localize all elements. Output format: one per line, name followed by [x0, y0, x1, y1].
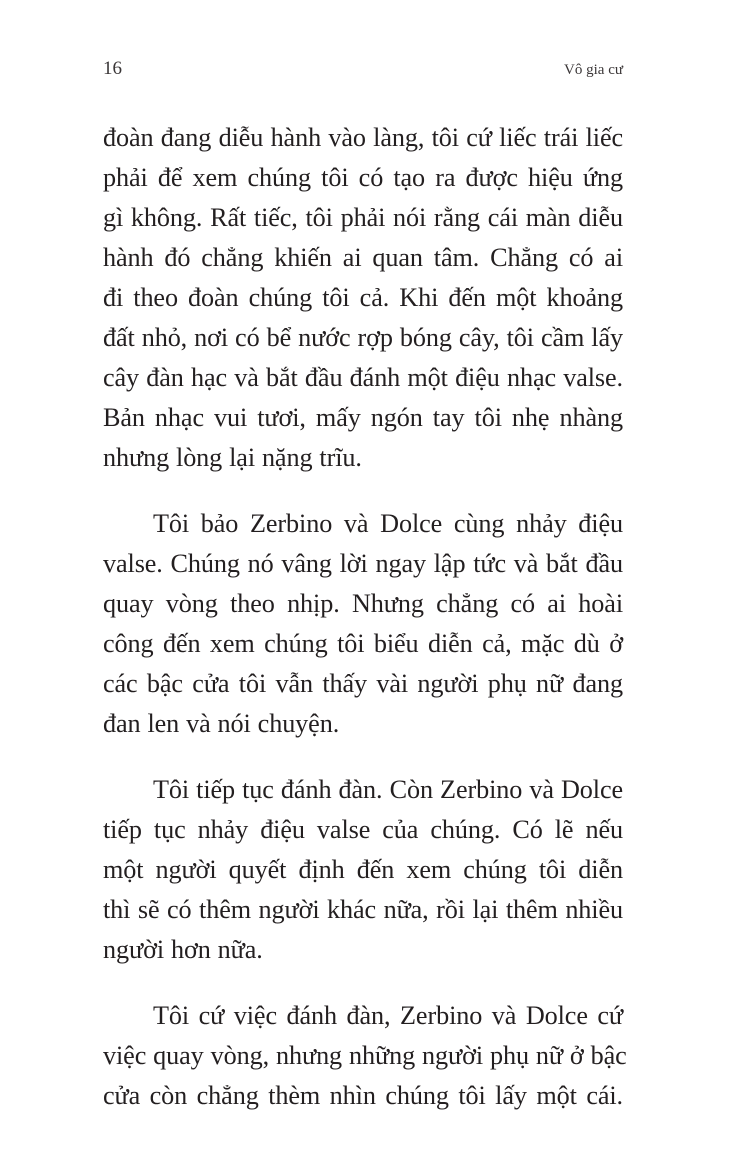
text-line: phải để xem chúng tôi có tạo ra được hiệu ứng: [103, 163, 623, 192]
text-line: tiếp tục nhảy điệu valse của chúng. Có lẽ nếu: [103, 815, 623, 844]
text-line: đoàn đang diễu hành vào làng, tôi cứ liếc trái liếc: [103, 123, 623, 152]
text-line: đi theo đoàn chúng tôi cả. Khi đến một khoảng: [103, 283, 623, 312]
text-line: đất nhỏ, nơi có bể nước rợp bóng cây, tôi cầm lấy: [103, 323, 623, 352]
text-line: cửa còn chẳng thèm nhìn chúng tôi lấy một cái.: [103, 1081, 623, 1110]
text-line: hành đó chẳng khiến ai quan tâm. Chẳng có ai: [103, 243, 623, 272]
text-line: quay vòng theo nhịp. Nhưng chẳng có ai hoài: [103, 589, 623, 618]
text-line: Tôi cứ việc đánh đàn, Zerbino và Dolce cứ: [153, 1001, 623, 1030]
page-number: 16: [103, 58, 122, 79]
paragraph-4: [103, 996, 627, 1116]
body-text: [103, 118, 627, 1142]
text-line: một người quyết định đến xem chúng tôi diễn: [103, 855, 623, 884]
paragraph-2: [103, 504, 623, 744]
text-line: valse. Chúng nó vâng lời ngay lập tức và bắt đầu: [103, 549, 623, 578]
text-line: đan len và nói chuyện.: [103, 709, 340, 738]
running-title: Vô gia cư: [564, 62, 623, 78]
text-line: nhưng lòng lại nặng trĩu.: [103, 443, 362, 472]
running-header: [103, 58, 623, 82]
text-line: thì sẽ có thêm người khác nữa, rồi lại thêm nhiều: [103, 895, 623, 924]
paragraph-1: [103, 118, 623, 478]
text-line: gì không. Rất tiếc, tôi phải nói rằng cái màn diễu: [103, 203, 623, 232]
text-line: người hơn nữa.: [103, 935, 263, 964]
text-line: việc quay vòng, nhưng những người phụ nữ ở bậc: [103, 1041, 627, 1070]
text-line: Tôi bảo Zerbino và Dolce cùng nhảy điệu: [153, 509, 623, 538]
text-line: công đến xem chúng tôi biểu diễn cả, mặc dù ở: [103, 629, 623, 658]
text-line: Bản nhạc vui tươi, mấy ngón tay tôi nhẹ nhàng: [103, 403, 623, 432]
paragraph-3: [103, 770, 623, 970]
text-line: cây đàn hạc và bắt đầu đánh một điệu nhạc valse.: [103, 363, 623, 392]
text-line: các bậc cửa tôi vẫn thấy vài người phụ nữ đang: [103, 669, 623, 698]
text-line: Tôi tiếp tục đánh đàn. Còn Zerbino và Dolce: [153, 775, 623, 804]
